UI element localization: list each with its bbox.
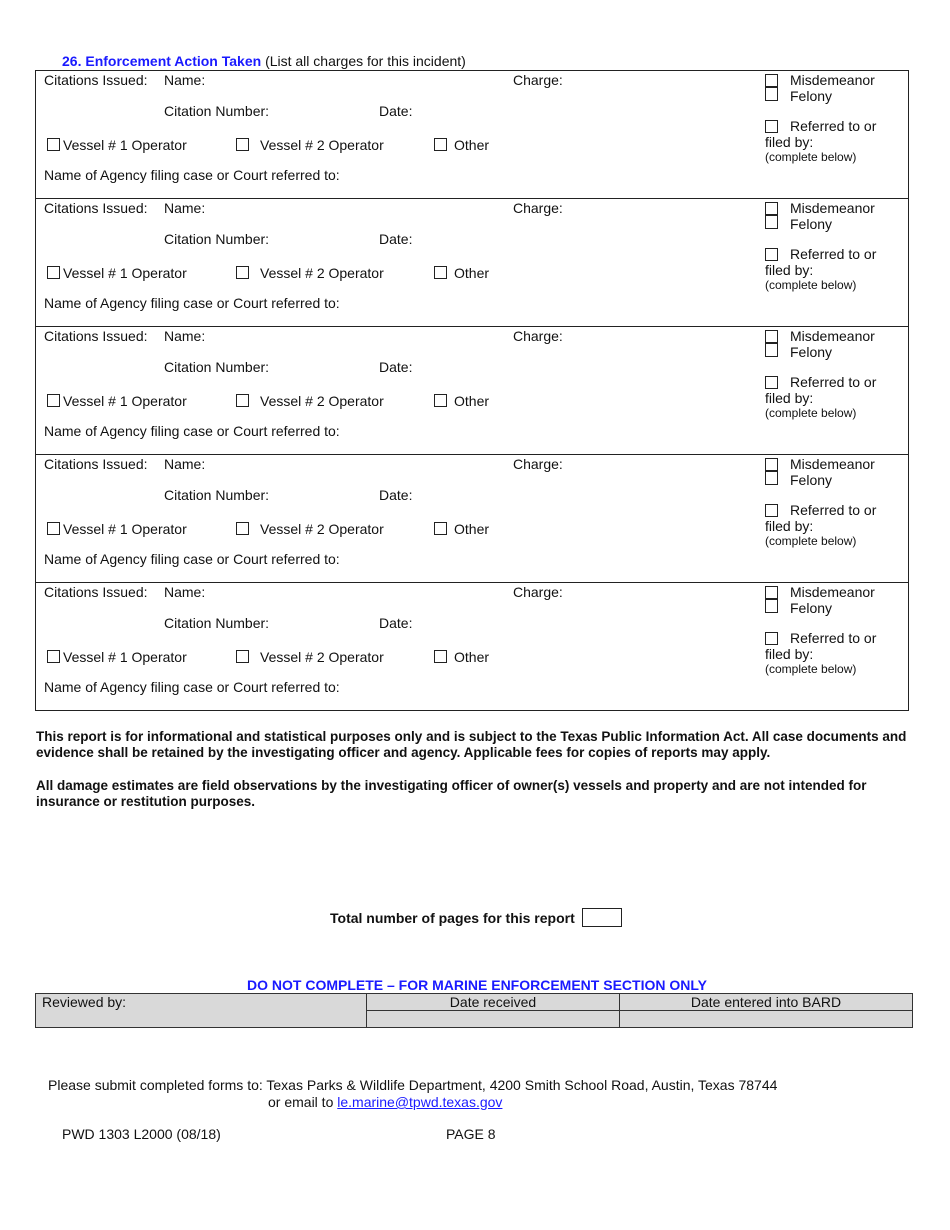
agency-label: Name of Agency filing case or Court referred to: [44,679,340,695]
felony-checkbox[interactable] [765,599,778,613]
citation-block [36,199,908,327]
charge-label: Charge: [513,200,563,216]
referred-label: Referred to or [790,502,877,518]
citation-block [36,327,908,455]
referred-label: Referred to or [790,630,877,646]
vessel1-checkbox[interactable] [47,650,60,663]
charge-label: Charge: [513,456,563,472]
other-checkbox[interactable] [434,522,447,535]
vessel2-label: Vessel # 2 Operator [260,265,384,281]
vessel1-checkbox[interactable] [47,522,60,535]
citation-number-label: Citation Number: [164,231,270,247]
misdemeanor-checkbox[interactable] [765,202,778,215]
vessel1-checkbox[interactable] [47,394,60,407]
referred-label: Referred to or [790,118,877,134]
misdemeanor-label: Misdemeanor [790,584,875,600]
citation-number-label: Citation Number: [164,615,270,631]
citation-block [36,455,908,583]
vessel2-label: Vessel # 2 Operator [260,137,384,153]
filed-by-label: filed by: [765,646,814,662]
date-label: Date: [379,103,413,119]
complete-below-label: (complete below) [765,278,857,292]
misdemeanor-label: Misdemeanor [790,72,875,88]
vessel2-checkbox[interactable] [236,522,249,535]
felony-checkbox[interactable] [765,471,778,485]
total-pages-label: Total number of pages for this report [330,910,575,926]
vessel1-label: Vessel # 1 Operator [63,137,187,153]
vessel2-label: Vessel # 2 Operator [260,649,384,665]
filed-by-label: filed by: [765,134,814,150]
vessel2-label: Vessel # 2 Operator [260,521,384,537]
misdemeanor-label: Misdemeanor [790,456,875,472]
vessel1-label: Vessel # 1 Operator [63,393,187,409]
office-use-title: DO NOT COMPLETE – FOR MARINE ENFORCEMENT SECTION ONLY [247,977,707,993]
misdemeanor-checkbox[interactable] [765,74,778,87]
date-bard-header: Date entered into BARD [620,994,913,1011]
name-label: Name: [164,456,206,472]
name-label: Name: [164,72,206,88]
other-checkbox[interactable] [434,138,447,151]
form-id: PWD 1303 L2000 (08/18) [62,1126,221,1142]
other-label: Other [454,649,490,665]
citations-issued-label: Citations Issued: [44,328,148,344]
citation-block [36,583,908,711]
misdemeanor-label: Misdemeanor [790,200,875,216]
submit-email-line [268,1094,502,1110]
agency-label: Name of Agency filing case or Court referred to: [44,295,340,311]
citation-number-label: Citation Number: [164,487,270,503]
email-prefix: or email to [268,1094,338,1110]
other-checkbox[interactable] [434,650,447,663]
agency-label: Name of Agency filing case or Court referred to: [44,167,340,183]
vessel2-checkbox[interactable] [236,394,249,407]
date-label: Date: [379,231,413,247]
submit-line: Please submit completed forms to: Texas Parks & Wildlife Department, 4200 Smith School Road, Austin, Texas 78744 [48,1077,778,1093]
agency-label: Name of Agency filing case or Court referred to: [44,551,340,567]
citations-issued-label: Citations Issued: [44,456,148,472]
filed-by-label: filed by: [765,518,814,534]
referred-label: Referred to or [790,374,877,390]
disclaimer-damage: All damage estimates are field observations by the investigating officer of owner(s) vessels and property and are not intended for insurance or restitution purposes. [36,778,867,809]
charge-label: Charge: [513,72,563,88]
referred-checkbox[interactable] [765,504,778,517]
vessel2-label: Vessel # 2 Operator [260,393,384,409]
felony-checkbox[interactable] [765,215,778,229]
citations-issued-label: Citations Issued: [44,72,148,88]
complete-below-label: (complete below) [765,662,857,676]
referred-checkbox[interactable] [765,120,778,133]
date-label: Date: [379,359,413,375]
complete-below-label: (complete below) [765,534,857,548]
vessel2-checkbox[interactable] [236,650,249,663]
referred-label: Referred to or [790,246,877,262]
complete-below-label: (complete below) [765,406,857,420]
vessel1-checkbox[interactable] [47,266,60,279]
citations-box [35,70,909,711]
citation-block [36,71,908,199]
misdemeanor-checkbox[interactable] [765,330,778,343]
felony-label: Felony [790,216,833,232]
other-label: Other [454,265,490,281]
name-label: Name: [164,328,206,344]
vessel1-label: Vessel # 1 Operator [63,521,187,537]
referred-checkbox[interactable] [765,376,778,389]
date-label: Date: [379,487,413,503]
referred-checkbox[interactable] [765,632,778,645]
date-bard-field[interactable] [620,1011,913,1028]
agency-label: Name of Agency filing case or Court referred to: [44,423,340,439]
complete-below-label: (complete below) [765,150,857,164]
other-label: Other [454,521,490,537]
felony-checkbox[interactable] [765,87,778,101]
referred-checkbox[interactable] [765,248,778,261]
citation-number-label: Citation Number: [164,359,270,375]
section-header [62,53,466,69]
misdemeanor-label: Misdemeanor [790,328,875,344]
date-received-field[interactable] [367,1011,620,1028]
name-label: Name: [164,584,206,600]
vessel2-checkbox[interactable] [236,266,249,279]
vessel2-checkbox[interactable] [236,138,249,151]
citations-issued-label: Citations Issued: [44,584,148,600]
other-label: Other [454,393,490,409]
felony-checkbox[interactable] [765,343,778,357]
section-subtitle: (List all charges for this incident) [265,53,466,69]
charge-label: Charge: [513,328,563,344]
date-received-header: Date received [367,994,620,1011]
filed-by-label: filed by: [765,390,814,406]
citations-issued-label: Citations Issued: [44,200,148,216]
felony-label: Felony [790,88,833,104]
disclaimer-info: This report is for informational and statistical purposes only and is subject to the Texas Public Information Act. All case documents and evidence shall be retained by the investigating officer and agency. Applicable fees for copies of reports may apply. [36,729,907,760]
citation-number-label: Citation Number: [164,103,270,119]
other-checkbox[interactable] [434,394,447,407]
charge-label: Charge: [513,584,563,600]
page-number: PAGE 8 [446,1126,496,1142]
email-link[interactable]: le.marine@tpwd.texas.gov [337,1094,503,1110]
filed-by-label: filed by: [765,262,814,278]
felony-label: Felony [790,472,833,488]
total-pages-input[interactable] [582,908,622,927]
vessel1-label: Vessel # 1 Operator [63,649,187,665]
felony-label: Felony [790,600,833,616]
vessel1-label: Vessel # 1 Operator [63,265,187,281]
section-title: 26. Enforcement Action Taken [62,53,262,69]
other-label: Other [454,137,490,153]
vessel1-checkbox[interactable] [47,138,60,151]
date-label: Date: [379,615,413,631]
misdemeanor-checkbox[interactable] [765,586,778,599]
misdemeanor-checkbox[interactable] [765,458,778,471]
reviewed-by-field[interactable]: Reviewed by: [36,994,367,1028]
other-checkbox[interactable] [434,266,447,279]
felony-label: Felony [790,344,833,360]
office-use-table [35,993,913,1028]
name-label: Name: [164,200,206,216]
